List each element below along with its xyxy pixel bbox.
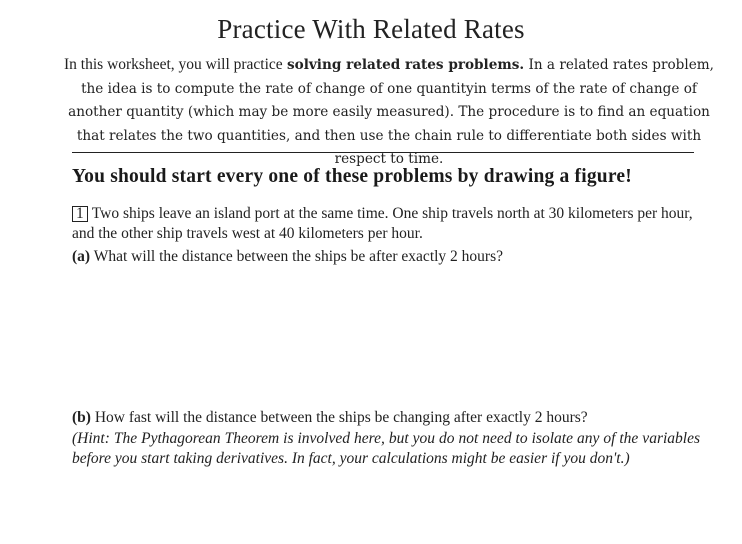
part-b-label: (b) [72,409,91,426]
part-b-hint: (Hint: The Pythagorean Theorem is involved here, but you do not need to isolate any of the variables before you start taking derivatives. In fact, your calculations might be easier if you don't.) [72,430,700,467]
intro-rest: In a related rates problem, the idea is to compute the rate of change of one quantityin terms of the rate of change of another quantity (which may be more easily measured). The procedure is to find an equation that relates the two quantities, and then use the chain rule to differentiate both sides with respect to time. [68,57,714,168]
horizontal-divider [72,152,694,153]
part-a [72,247,702,267]
part-b-text: How fast will the distance between the ships be changing after exactly 2 hours? [94,409,588,426]
intro-paragraph [64,53,714,172]
problem-number-box: 1 [72,206,88,222]
intro-bold-phrase: solving related rates problems. [287,57,525,73]
page-title: Practice With Related Rates [217,14,525,44]
intro-lead: In this worksheet, you will practice [64,56,283,73]
part-b [72,408,702,428]
problem-text: Two ships leave an island port at the same time. One ship travels north at 30 kilometers per hour, and the other ship travels west at 40 kilometers per hour. [72,205,693,242]
part-a-text: What will the distance between the ships be after exactly 2 hours? [93,248,503,265]
problem-statement [72,204,702,244]
section-heading: You should start every one of these problems by drawing a figure! [72,166,632,187]
part-a-label: (a) [72,248,91,265]
